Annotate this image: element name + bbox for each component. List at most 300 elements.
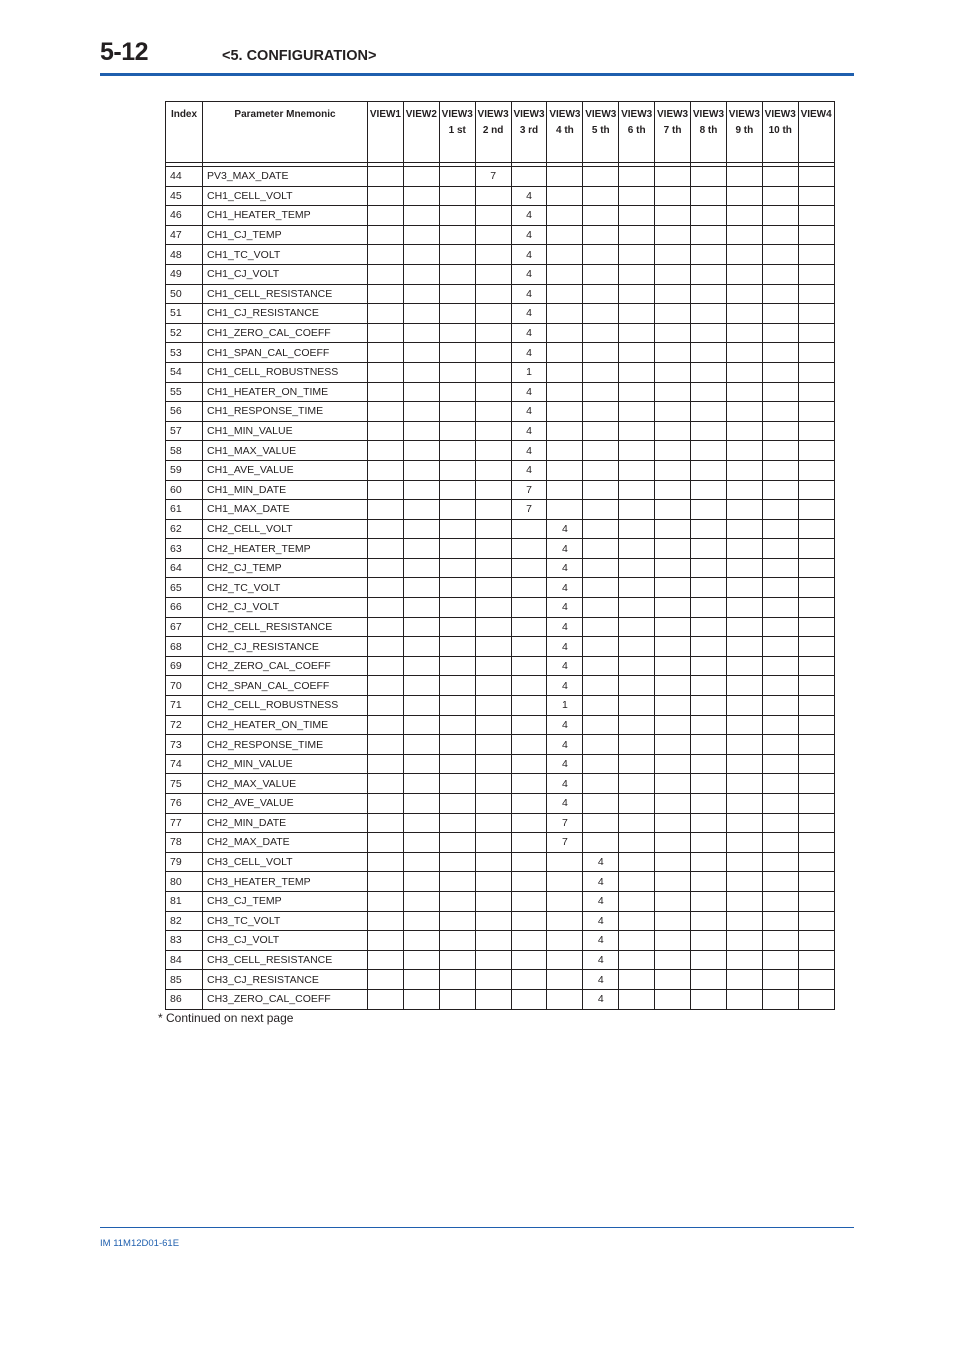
view-cell: [691, 774, 727, 794]
column-header-line2: 1 st: [448, 125, 466, 136]
view-cell: [762, 852, 798, 872]
mnemonic-cell: CH1_CJ_TEMP: [203, 225, 368, 245]
view-cell: [691, 598, 727, 618]
view-cell: [798, 676, 834, 696]
view-cell: [368, 284, 404, 304]
view-cell: [403, 676, 439, 696]
column-header: [583, 102, 619, 163]
table-row: [166, 715, 835, 735]
view-cell: [583, 480, 619, 500]
view-cell: [619, 343, 655, 363]
view-cell: [403, 970, 439, 990]
view-cell: [655, 480, 691, 500]
view-cell: [547, 931, 583, 951]
view-cell: [691, 284, 727, 304]
view-cell: [762, 715, 798, 735]
index-cell: 54: [166, 362, 203, 382]
view-cell: [439, 813, 475, 833]
view-cell: [798, 950, 834, 970]
view-cell: [475, 970, 511, 990]
view-cell: 4: [511, 245, 547, 265]
view-cell: [403, 500, 439, 520]
view-cell: [619, 656, 655, 676]
view-cell: [547, 382, 583, 402]
view-cell: [368, 852, 404, 872]
view-cell: [726, 715, 762, 735]
view-cell: [475, 950, 511, 970]
view-cell: [439, 519, 475, 539]
view-cell: [619, 362, 655, 382]
view-cell: 4: [583, 989, 619, 1009]
view-cell: [762, 264, 798, 284]
view-cell: [475, 206, 511, 226]
view-cell: [798, 911, 834, 931]
view-cell: [798, 186, 834, 206]
view-cell: [691, 911, 727, 931]
view-cell: [619, 598, 655, 618]
index-cell: 44: [166, 167, 203, 187]
view-cell: [798, 970, 834, 990]
column-header-line2: 3 rd: [519, 125, 539, 136]
view-cell: [403, 656, 439, 676]
mnemonic-cell: CH2_CELL_VOLT: [203, 519, 368, 539]
view-cell: [439, 186, 475, 206]
view-cell: 4: [583, 891, 619, 911]
view-cell: [798, 225, 834, 245]
view-cell: [368, 813, 404, 833]
view-cell: [619, 206, 655, 226]
table-row: [166, 186, 835, 206]
view-cell: [619, 715, 655, 735]
index-cell: 71: [166, 696, 203, 716]
view-cell: [583, 676, 619, 696]
view-cell: 4: [547, 598, 583, 618]
view-cell: [691, 715, 727, 735]
view-cell: [798, 715, 834, 735]
view-cell: 4: [583, 970, 619, 990]
view-cell: 4: [511, 343, 547, 363]
view-cell: [619, 696, 655, 716]
table-row: [166, 774, 835, 794]
view-cell: [368, 402, 404, 422]
page-number: 5-12: [100, 38, 149, 66]
mnemonic-cell: PV3_MAX_DATE: [203, 167, 368, 187]
view-cell: [547, 402, 583, 422]
view-cell: [583, 715, 619, 735]
column-header-line1: VIEW3: [657, 109, 689, 120]
view-cell: [619, 794, 655, 814]
view-cell: [368, 950, 404, 970]
view-cell: 4: [511, 304, 547, 324]
index-cell: 64: [166, 558, 203, 578]
view-cell: [798, 931, 834, 951]
view-cell: [655, 264, 691, 284]
column-header: [691, 102, 727, 163]
table-row: [166, 970, 835, 990]
view-cell: [475, 617, 511, 637]
table-row: [166, 441, 835, 461]
view-cell: [439, 872, 475, 892]
view-cell: [439, 206, 475, 226]
view-cell: [439, 676, 475, 696]
mnemonic-cell: CH2_CJ_RESISTANCE: [203, 637, 368, 657]
view-cell: [368, 989, 404, 1009]
view-cell: [583, 656, 619, 676]
view-cell: [655, 460, 691, 480]
mnemonic-cell: CH2_SPAN_CAL_COEFF: [203, 676, 368, 696]
table-row: [166, 362, 835, 382]
view-cell: [368, 735, 404, 755]
view-cell: 4: [547, 578, 583, 598]
view-cell: [439, 382, 475, 402]
column-header-line1: VIEW1: [369, 109, 401, 120]
view-cell: [762, 519, 798, 539]
view-cell: [547, 441, 583, 461]
table-row: [166, 264, 835, 284]
view-cell: [439, 950, 475, 970]
header-row: [166, 102, 835, 163]
view-cell: [798, 382, 834, 402]
view-cell: [762, 323, 798, 343]
column-header-line1: VIEW3: [549, 109, 581, 120]
column-header-line1: Parameter Mnemonic: [234, 109, 336, 120]
view-cell: [403, 382, 439, 402]
view-cell: [475, 696, 511, 716]
view-cell: [726, 186, 762, 206]
view-cell: [511, 891, 547, 911]
view-cell: [403, 598, 439, 618]
view-cell: [547, 167, 583, 187]
mnemonic-cell: CH3_ZERO_CAL_COEFF: [203, 989, 368, 1009]
view-cell: [691, 382, 727, 402]
view-cell: 4: [547, 558, 583, 578]
view-cell: [762, 970, 798, 990]
view-cell: [547, 970, 583, 990]
view-cell: [368, 304, 404, 324]
mnemonic-cell: CH1_CELL_VOLT: [203, 186, 368, 206]
view-cell: [619, 754, 655, 774]
column-header: [798, 102, 834, 163]
view-cell: [403, 480, 439, 500]
column-header-line2: 10 th: [768, 125, 792, 136]
view-cell: [439, 323, 475, 343]
mnemonic-cell: CH1_AVE_VALUE: [203, 460, 368, 480]
view-cell: [619, 539, 655, 559]
index-cell: 73: [166, 735, 203, 755]
view-cell: [475, 637, 511, 657]
view-cell: [798, 558, 834, 578]
view-cell: [511, 598, 547, 618]
index-cell: 68: [166, 637, 203, 657]
view-cell: [762, 931, 798, 951]
view-cell: [583, 245, 619, 265]
view-cell: [475, 676, 511, 696]
view-cell: [798, 362, 834, 382]
view-cell: [368, 441, 404, 461]
column-header: [166, 102, 203, 163]
view-cell: [439, 441, 475, 461]
view-cell: 4: [511, 441, 547, 461]
view-cell: [439, 656, 475, 676]
mnemonic-cell: CH3_CJ_VOLT: [203, 931, 368, 951]
view-cell: [655, 225, 691, 245]
column-header-line1: VIEW3: [513, 109, 545, 120]
mnemonic-cell: CH2_CELL_ROBUSTNESS: [203, 696, 368, 716]
view-cell: [403, 715, 439, 735]
view-cell: [726, 891, 762, 911]
view-cell: [726, 421, 762, 441]
view-cell: [762, 696, 798, 716]
view-cell: [403, 891, 439, 911]
view-cell: [619, 519, 655, 539]
view-cell: [619, 186, 655, 206]
view-cell: [691, 676, 727, 696]
index-cell: 60: [166, 480, 203, 500]
view-cell: [439, 225, 475, 245]
view-cell: [403, 931, 439, 951]
view-cell: [798, 852, 834, 872]
view-cell: [619, 441, 655, 461]
view-cell: [511, 715, 547, 735]
column-header-line1: Index: [170, 109, 198, 120]
view-cell: 1: [511, 362, 547, 382]
view-cell: [475, 402, 511, 422]
view-cell: [439, 931, 475, 951]
view-cell: [691, 656, 727, 676]
column-header-line1: VIEW3: [728, 109, 760, 120]
view-cell: [403, 519, 439, 539]
view-cell: [691, 735, 727, 755]
view-cell: [368, 323, 404, 343]
view-cell: [403, 323, 439, 343]
view-cell: [655, 343, 691, 363]
view-cell: [655, 500, 691, 520]
view-cell: [726, 225, 762, 245]
view-cell: [475, 421, 511, 441]
view-cell: [798, 480, 834, 500]
table-row: [166, 696, 835, 716]
view-cell: [762, 500, 798, 520]
view-cell: [726, 911, 762, 931]
view-cell: 4: [547, 794, 583, 814]
table-row: [166, 539, 835, 559]
view-cell: [439, 558, 475, 578]
view-cell: [762, 402, 798, 422]
view-cell: [691, 696, 727, 716]
view-cell: [619, 989, 655, 1009]
view-cell: [403, 167, 439, 187]
column-header: [439, 102, 475, 163]
mnemonic-cell: CH2_AVE_VALUE: [203, 794, 368, 814]
view-cell: [798, 421, 834, 441]
view-cell: [726, 617, 762, 637]
view-cell: [655, 813, 691, 833]
view-cell: [583, 402, 619, 422]
view-cell: [475, 323, 511, 343]
view-cell: [726, 343, 762, 363]
view-cell: [619, 735, 655, 755]
view-cell: [547, 852, 583, 872]
view-cell: [583, 735, 619, 755]
table-row: [166, 872, 835, 892]
view-cell: [726, 656, 762, 676]
view-cell: [655, 794, 691, 814]
view-cell: [403, 774, 439, 794]
view-cell: [583, 382, 619, 402]
view-cell: [368, 774, 404, 794]
view-cell: [547, 264, 583, 284]
column-header-line2: 4 th: [556, 125, 574, 136]
view-cell: [691, 264, 727, 284]
view-cell: [439, 539, 475, 559]
view-cell: [762, 891, 798, 911]
view-cell: [726, 245, 762, 265]
view-cell: [368, 245, 404, 265]
index-cell: 75: [166, 774, 203, 794]
mnemonic-cell: CH2_HEATER_TEMP: [203, 539, 368, 559]
table-row: [166, 794, 835, 814]
view-cell: [368, 480, 404, 500]
view-cell: [655, 558, 691, 578]
view-cell: [547, 362, 583, 382]
view-cell: [655, 167, 691, 187]
column-header-line1: VIEW3: [692, 109, 725, 120]
view-cell: [475, 225, 511, 245]
view-cell: [547, 304, 583, 324]
table-body: [166, 163, 835, 1010]
view-cell: [583, 186, 619, 206]
index-cell: 61: [166, 500, 203, 520]
view-cell: [583, 167, 619, 187]
view-cell: [368, 617, 404, 637]
view-cell: [726, 578, 762, 598]
view-cell: [511, 696, 547, 716]
view-cell: 4: [547, 656, 583, 676]
view-cell: 7: [511, 500, 547, 520]
index-cell: 49: [166, 264, 203, 284]
view-cell: [475, 598, 511, 618]
view-cell: [403, 362, 439, 382]
view-cell: [655, 284, 691, 304]
view-cell: [762, 989, 798, 1009]
view-cell: [547, 225, 583, 245]
view-cell: [619, 931, 655, 951]
view-cell: [619, 852, 655, 872]
view-cell: [439, 911, 475, 931]
view-cell: [439, 245, 475, 265]
view-cell: [403, 696, 439, 716]
view-cell: [583, 696, 619, 716]
view-cell: [583, 441, 619, 461]
view-cell: 4: [547, 715, 583, 735]
view-cell: [475, 245, 511, 265]
view-cell: [619, 225, 655, 245]
view-cell: [726, 872, 762, 892]
view-cell: [439, 264, 475, 284]
view-cell: [511, 637, 547, 657]
view-cell: [726, 382, 762, 402]
mnemonic-cell: CH2_MIN_DATE: [203, 813, 368, 833]
view-cell: [368, 637, 404, 657]
mnemonic-cell: CH3_CELL_RESISTANCE: [203, 950, 368, 970]
index-cell: 53: [166, 343, 203, 363]
view-cell: 4: [583, 911, 619, 931]
view-cell: [726, 813, 762, 833]
view-cell: 4: [547, 774, 583, 794]
view-cell: [655, 206, 691, 226]
index-cell: 84: [166, 950, 203, 970]
view-cell: [798, 264, 834, 284]
mnemonic-cell: CH1_HEATER_ON_TIME: [203, 382, 368, 402]
mnemonic-cell: CH1_SPAN_CAL_COEFF: [203, 343, 368, 363]
view-cell: [511, 872, 547, 892]
view-cell: [475, 794, 511, 814]
view-cell: [762, 558, 798, 578]
view-cell: [368, 578, 404, 598]
view-cell: 4: [583, 950, 619, 970]
view-cell: [475, 931, 511, 951]
table-row: [166, 402, 835, 422]
view-cell: 4: [547, 617, 583, 637]
view-cell: 4: [511, 206, 547, 226]
column-header: [762, 102, 798, 163]
view-cell: [691, 402, 727, 422]
view-cell: [655, 735, 691, 755]
view-cell: [619, 970, 655, 990]
index-cell: 45: [166, 186, 203, 206]
view-cell: [762, 794, 798, 814]
table-row: [166, 950, 835, 970]
view-cell: [475, 715, 511, 735]
view-cell: 4: [511, 421, 547, 441]
view-cell: [368, 676, 404, 696]
view-cell: [619, 950, 655, 970]
view-cell: [439, 891, 475, 911]
view-cell: [726, 970, 762, 990]
view-cell: [475, 578, 511, 598]
column-header: [547, 102, 583, 163]
section-title: <5. CONFIGURATION>: [222, 48, 377, 64]
view-cell: [762, 539, 798, 559]
view-cell: [547, 421, 583, 441]
column-header: [403, 102, 439, 163]
index-cell: 76: [166, 794, 203, 814]
view-cell: [475, 304, 511, 324]
view-cell: [726, 539, 762, 559]
view-cell: [691, 460, 727, 480]
view-cell: [798, 598, 834, 618]
index-cell: 55: [166, 382, 203, 402]
view-cell: [798, 578, 834, 598]
index-cell: 69: [166, 656, 203, 676]
view-cell: [762, 754, 798, 774]
view-cell: [619, 578, 655, 598]
view-cell: [655, 539, 691, 559]
view-cell: [726, 989, 762, 1009]
view-cell: [368, 519, 404, 539]
view-cell: [726, 519, 762, 539]
view-cell: [547, 284, 583, 304]
document-id: IM 11M12D01-61E: [100, 1238, 180, 1249]
view-cell: [475, 872, 511, 892]
table-row: [166, 460, 835, 480]
view-cell: [475, 284, 511, 304]
view-cell: [726, 362, 762, 382]
view-cell: [403, 911, 439, 931]
view-cell: [655, 362, 691, 382]
table-row: [166, 735, 835, 755]
view-cell: [368, 186, 404, 206]
